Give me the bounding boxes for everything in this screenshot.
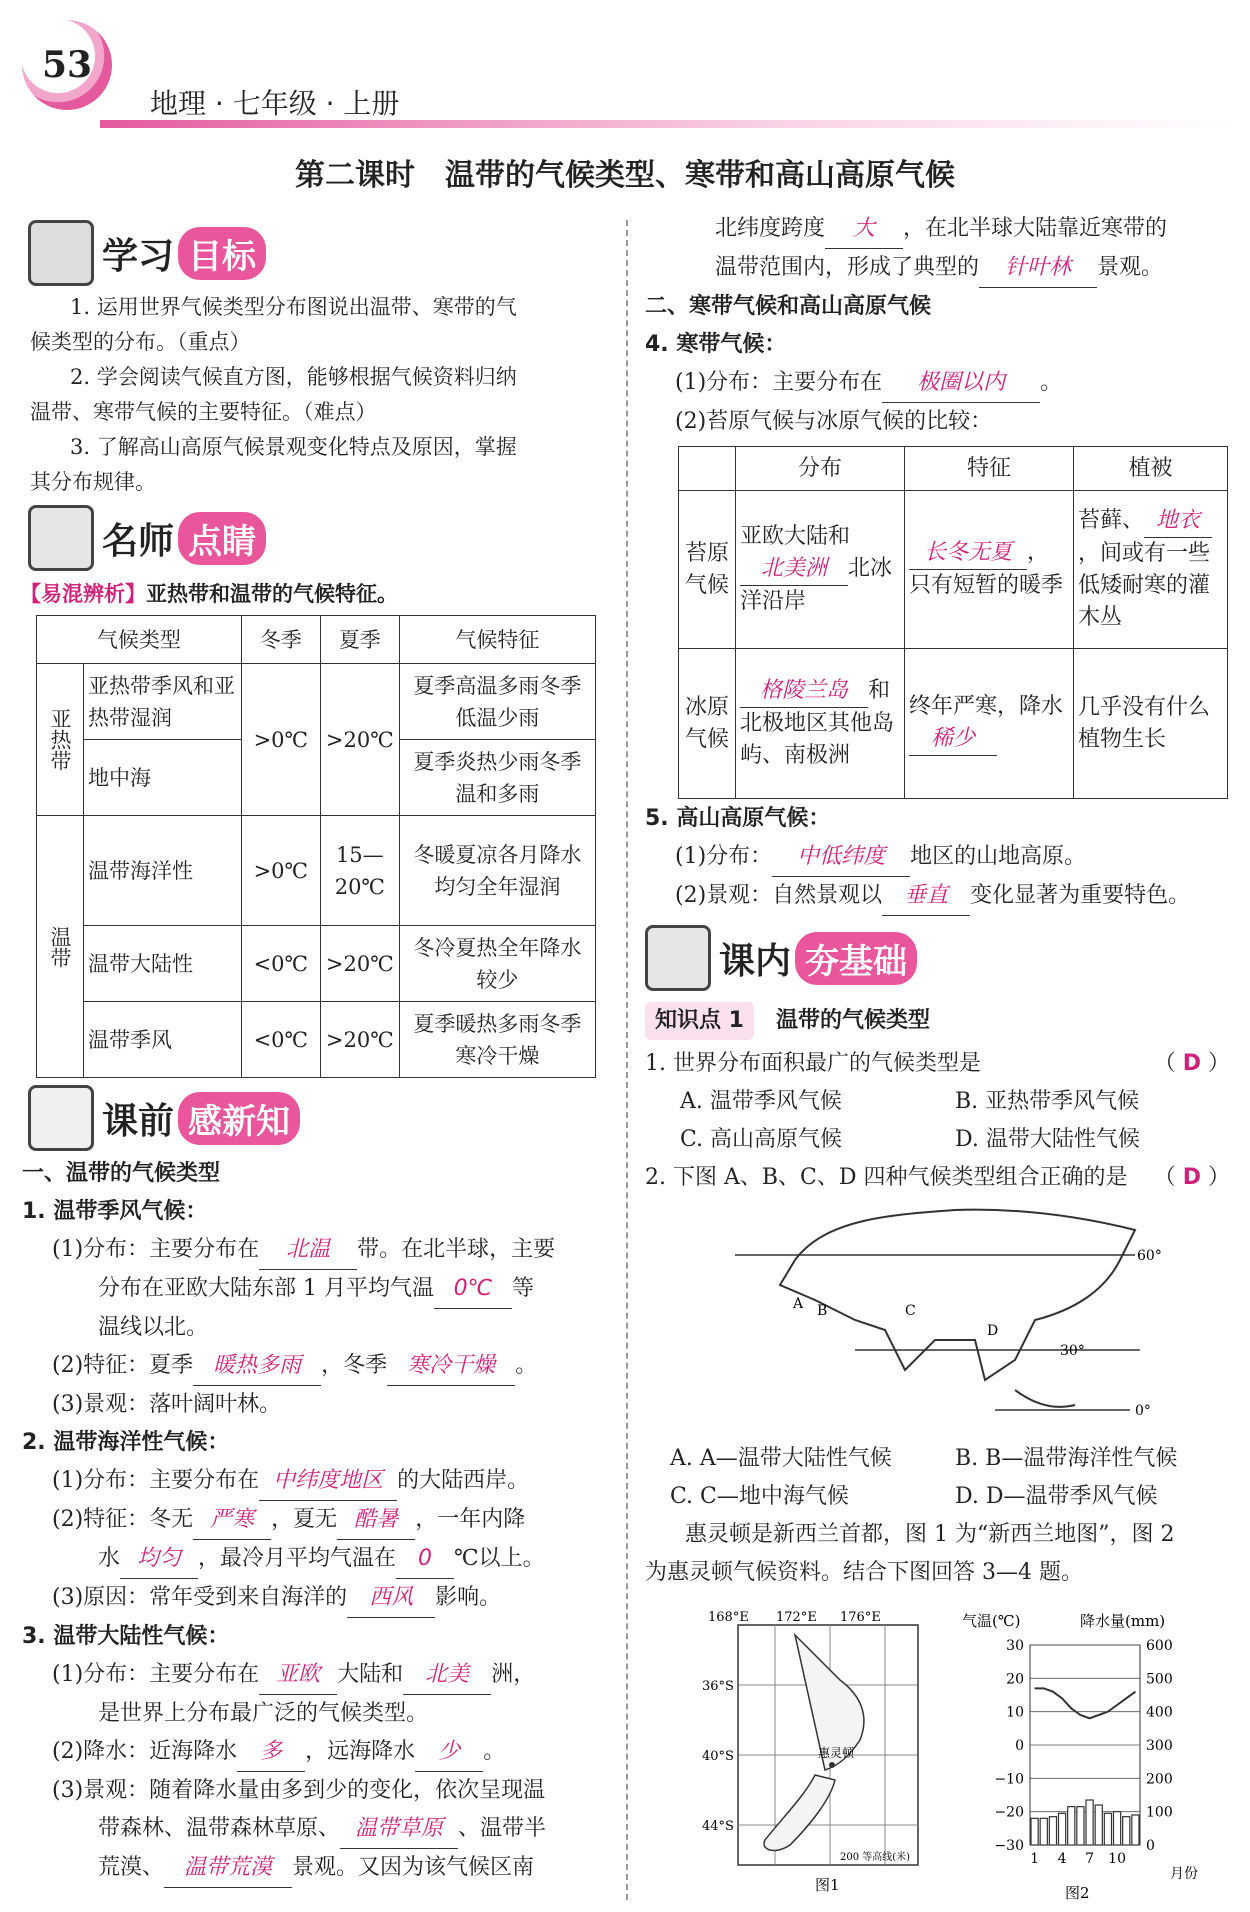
column-divider	[626, 220, 628, 1900]
temp-tick-label: −10	[994, 1771, 1024, 1788]
knowledge-point: 知识点 1 温带的气候类型	[645, 1002, 930, 1040]
goals-list: 1. 运用世界气候类型分布图说出温带、寒带的气 候类型的分布。（重点） 2. 学会阅读气候直方图，能够根据气候资料归纳 温带、寒带气候的主要特征。（难点） 3. 了解高山高原气候景观变化特点及原因，掌握 其分布规律。	[30, 295, 517, 494]
lat-36s-label: 36°S	[702, 1679, 734, 1694]
school-icon	[28, 220, 94, 286]
alpine-section: 5. 高山高原气候： (1)分布： 中低纬度 地区的山地高原。 (2)景观：自然景观以 垂直 变化显著为重要特色。	[645, 800, 1190, 916]
month-tick-label: 10	[1108, 1851, 1126, 1867]
month-axis-title: 月份	[1170, 1866, 1198, 1882]
goals-section	[28, 220, 266, 286]
precip-bar	[1049, 1817, 1056, 1845]
precip-bar	[1068, 1807, 1075, 1845]
precip-tick-label: 600	[1146, 1638, 1173, 1654]
wellington-label: 惠灵顿	[818, 1746, 855, 1760]
precip-tick-label: 100	[1146, 1804, 1173, 1821]
precip-bar	[1114, 1812, 1121, 1845]
page-number: 53	[41, 44, 93, 86]
map-point-b: B	[817, 1303, 828, 1319]
precip-tick-label: 500	[1146, 1671, 1173, 1688]
mc-questions: 1. 世界分布面积最广的气候类型是 （ D ） A. 温带季风气候 B. 亚热带季风气候 C. 高山高原气候 D. 温带大陆性气候 2. 下图 A、B、C、D 四种气候类型组合正确的是 （ D ）	[645, 1051, 1230, 1190]
lon-176-label: 176°E	[840, 1610, 881, 1625]
lon-168-label: 168°E	[708, 1610, 749, 1625]
temp-tick-label: 30	[1006, 1638, 1024, 1654]
tips-section	[28, 505, 266, 571]
backpack-icon	[28, 505, 94, 571]
precip-tick-label: 300	[1146, 1738, 1173, 1754]
pre-content: 一、温带的气候类型 1. 温带季风气候： (1)分布：主要分布在 北温 带。在北半球，主要 分布在亚欧大陆东部 1 月平均气温 0℃ 等 温线以北。 (2)特征：夏季 暖热多雨 ，冬季 寒冷干燥 。 (3)景观：落叶阔叶林。 2. 温带海洋性气候： (1)分布：主要分布在 中纬度地区 的大陆西岸。 (2)特征：冬无 严寒 ，夏无 酷暑 ，一年内降 水 均匀 ，最冷月平均气温在 0 ℃以上。 (3)原因：常年受到来自海洋的 西风 影响。 3. 温带大陆性气候： (1)分布：主要分布在 亚欧 大陆和 北美 洲， 是世界上分布最广泛的气候类型。 (2)降水：近海降水 多 ，远海降水 少 。 (3)景观：随着降水量由多到少的变化，依次呈现温 带森林、温带森林草原、 温带草原 、温带半 荒漠、 温带荒漠 景观。又因为该气候区南	[22, 1155, 555, 1888]
eurasia-map	[735, 1200, 1165, 1425]
figure1-caption: 图1	[815, 1876, 840, 1894]
precip-bar	[1031, 1818, 1038, 1845]
temp-tick-label: 0	[1015, 1738, 1024, 1754]
climate-compare-table: 气候类型 冬季 夏季 气候特征 亚热带 亚热带季风和亚热带湿润 >0℃ >20℃ 夏季高温多雨冬季低温少雨 地中海 夏季炎热少雨冬季温和多雨 温带 温带海洋性 >0℃ 15—20℃ 冬暖夏凉各月降水均匀全年湿润 温带大陆性 <0℃ >20℃ 冬冷夏热全年降水较少 温带季风 <0℃ >20℃ 夏季暖热多雨冬季寒冷干燥	[36, 615, 596, 1078]
precip-bar	[1086, 1800, 1093, 1845]
lat-44s-label: 44°S	[702, 1819, 734, 1834]
mc2-options: A. A—温带大陆性气候 B. B—温带海洋性气候 C. C—地中海气候 D. D—温带季风气候 惠灵顿是新西兰首都，图 1 为“新西兰地图”，图 2 为惠灵顿气候资料。结合下图回答 3—4 题。	[645, 1446, 1178, 1585]
lat-30-label: 30°	[1060, 1343, 1085, 1359]
right-intro: 北纬度跨度 大 ，在北半球大陆靠近寒带的 温带范围内，形成了典型的 针叶林 景观。 二、寒带气候和高山高原气候 4. 寒带气候： (1)分布：主要分布在 极圈以内 。 (2)苔原气候与冰原气候的比较：	[645, 210, 1167, 441]
temp-tick-label: 20	[1006, 1671, 1024, 1688]
tundra-ice-table: 分布 特征 植被 苔原气候 亚欧大陆和北美洲 北冰洋沿岸 长冬无夏 ，只有短暂的暖季 苔藓、 地衣，间或有一些低矮耐寒的灌木丛 冰原气候 格陵兰岛 和北极地区其他岛屿、南极洲 终年严寒，降水稀少 几乎没有什么植物生长	[678, 446, 1228, 799]
precip-tick-label: 0	[1146, 1838, 1155, 1854]
in-class-section	[645, 925, 917, 991]
figure2-caption: 图2	[1065, 1884, 1090, 1900]
tips-subtitle: 【易混辨析】亚热带和温带的气候特征。	[20, 581, 398, 606]
lesson-title: 第二课时 温带的气候类型、寒带和高山高原气候	[295, 158, 955, 193]
lamp-icon	[645, 925, 711, 991]
temperature-line	[1035, 1688, 1136, 1718]
month-tick-label: 4	[1057, 1851, 1067, 1867]
contour-legend: 200 等高线(米)	[840, 1852, 911, 1863]
temp-axis-title: 气温(℃)	[962, 1612, 1021, 1630]
precip-bar	[1104, 1813, 1111, 1845]
wellington-climate-chart	[960, 1610, 1230, 1900]
precip-bar	[1059, 1813, 1066, 1845]
pre-heading: 课前 感新知	[102, 1092, 300, 1145]
precip-bar	[1077, 1807, 1084, 1845]
precip-bar	[1132, 1815, 1139, 1845]
precip-tick-label: 200	[1146, 1771, 1173, 1788]
new-zealand-map	[700, 1605, 940, 1905]
map-point-c: C	[905, 1303, 916, 1319]
month-tick-label: 7	[1085, 1851, 1095, 1867]
pre-section	[28, 1085, 300, 1151]
goals-heading: 学习 目标	[102, 227, 266, 280]
precip-axis-title: 降水量(mm)	[1080, 1612, 1166, 1630]
book-title: 地理 · 七年级 · 上册	[150, 87, 400, 120]
map-point-a: A	[793, 1296, 804, 1312]
lat-0-label: 0°	[1135, 1403, 1151, 1419]
tips-heading: 名师 点睛	[102, 512, 266, 565]
in-class-heading: 课内 夯基础	[719, 932, 917, 985]
abc-book-icon	[28, 1085, 94, 1151]
precip-tick-label: 400	[1146, 1704, 1173, 1721]
precip-bar	[1123, 1817, 1130, 1845]
temp-tick-label: −20	[994, 1804, 1024, 1821]
lat-60-label: 60°	[1137, 1248, 1162, 1264]
map-point-d: D	[987, 1323, 999, 1339]
temp-tick-label: −30	[994, 1838, 1024, 1854]
lat-40s-label: 40°S	[702, 1749, 734, 1764]
precip-bar	[1095, 1805, 1102, 1845]
lon-172-label: 172°E	[776, 1610, 817, 1625]
month-tick-label: 1	[1030, 1851, 1040, 1867]
precip-bar	[1040, 1818, 1047, 1845]
temp-tick-label: 10	[1006, 1704, 1024, 1721]
